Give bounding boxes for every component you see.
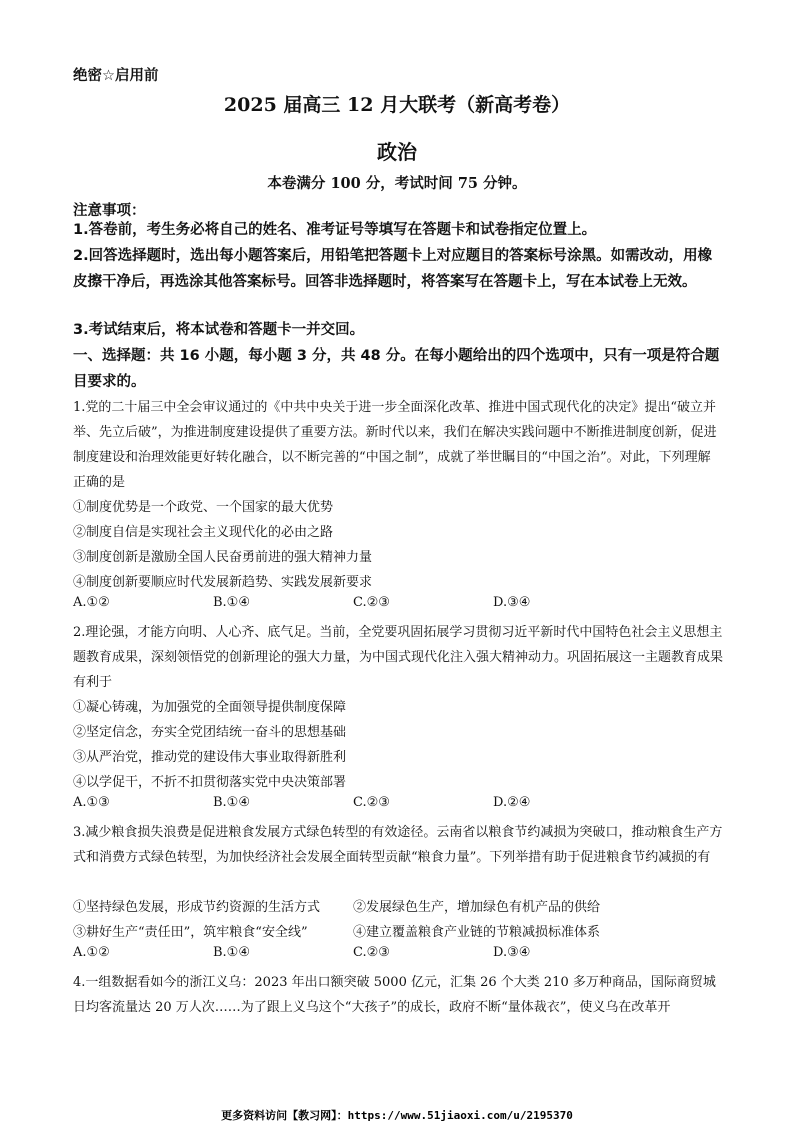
question-3-option: ②发展绿色生产，增加绿色有机产品的供给 bbox=[353, 900, 601, 915]
question-2-answers bbox=[73, 795, 723, 820]
question-3-option: ③耕好生产“责任田”，筑牢粮食“安全线” bbox=[73, 925, 308, 940]
notes-heading: 注意事项： bbox=[73, 203, 146, 219]
answer-b: B.①④ bbox=[213, 595, 250, 610]
question-2-option: ④以学促干，不折不扣贯彻落实党中央决策部署 bbox=[73, 775, 347, 790]
question-1-option: ①制度优势是一个政党、一个国家的最大优势 bbox=[73, 500, 334, 515]
question-4-stem: 4.一组数据看如今的浙江义乌：2023 年出口额突破 5000 亿元，汇集 26 个大类 210 多万种商品，国际商贸城日均客流量达 20 万人次……为了跟上义乌这个“大孩子”的成长，政府不断“量体裁衣”，使义乌在改革开 bbox=[73, 975, 716, 1015]
question-1-answers bbox=[73, 595, 723, 620]
answer-b: B.①④ bbox=[213, 945, 250, 960]
question-1-option: ③制度创新是激励全国人民奋勇前进的强大精神力量 bbox=[73, 550, 373, 565]
answer-c: C.②③ bbox=[353, 595, 390, 610]
answer-a: A.①② bbox=[73, 595, 110, 610]
secret-label: 绝密☆启用前 bbox=[73, 68, 159, 84]
question-3-option: ④建立覆盖粮食产业链的节粮减损标准体系 bbox=[353, 925, 601, 940]
section-heading: 一、选择题：共 16 小题，每小题 3 分，共 48 分。在每小题给出的四个选项中，只有一项是符合题目要求的。 bbox=[73, 348, 720, 390]
subject-title: 政治 bbox=[377, 140, 417, 164]
answer-c: C.②③ bbox=[353, 795, 390, 810]
note-2: 2.回答选择题时，选出每小题答案后，用铅笔把答题卡上对应题目的答案标号涂黑。如需改动，用橡皮擦干净后，再选涂其他答案标号。回答非选择题时，将答案写在答题卡上，写在本试卷上无效。 bbox=[73, 248, 713, 290]
question-1-option: ④制度创新要顺应时代发展新趋势、实践发展新要求 bbox=[73, 575, 373, 590]
question-2-option: ③从严治党，推动党的建设伟大事业取得新胜利 bbox=[73, 750, 347, 765]
question-3-answers bbox=[73, 945, 723, 970]
question-2-option: ①凝心铸魂，为加强党的全面领导提供制度保障 bbox=[73, 700, 347, 715]
exam-title: 2025 届高三 12 月大联考（新高考卷） bbox=[223, 94, 571, 116]
question-2-option: ②坚定信念，夯实全党团结统一奋斗的思想基础 bbox=[73, 725, 347, 740]
note-3: 3.考试结束后，将本试卷和答题卡一并交回。 bbox=[73, 322, 365, 338]
exam-info: 本卷满分 100 分，考试时间 75 分钟。 bbox=[267, 175, 527, 192]
question-1-option: ②制度自信是实现社会主义现代化的必由之路 bbox=[73, 525, 334, 540]
footer-link[interactable]: 更多资料访问【教习网】：https://www.51jiaoxi.com/u/2195370 bbox=[221, 1109, 573, 1122]
answer-d: D.③④ bbox=[493, 595, 531, 610]
question-1-stem: 1.党的二十届三中全会审议通过的《中共中央关于进一步全面深化改革、推进中国式现代化的决定》提出“破立并举、先立后破”，为推进制度建设提供了重要方法。新时代以来，我们在解决实践问题中不断推进制度创新，促进制度建设和治理效能更好转化融合，以不断完善的“中国之制”，成就了举世瞩目的“中国之治”。对此，下列理解正确的是 bbox=[73, 400, 717, 490]
answer-c: C.②③ bbox=[353, 945, 390, 960]
answer-d: D.②④ bbox=[493, 795, 531, 810]
note-1: 1.答卷前，考生务必将自己的姓名、准考证号等填写在答题卡和试卷指定位置上。 bbox=[73, 222, 597, 238]
answer-a: A.①③ bbox=[73, 795, 110, 810]
answer-a: A.①② bbox=[73, 945, 110, 960]
answer-b: B.①④ bbox=[213, 795, 250, 810]
question-3-option: ①坚持绿色发展，形成节约资源的生活方式 bbox=[73, 900, 321, 915]
question-2-stem: 2.理论强，才能方向明、人心齐、底气足。当前，全党要巩固拓展学习贯彻习近平新时代中国特色社会主义思想主题教育成果，深刻领悟党的创新理论的强大力量，为中国式现代化注入强大精神动力。巩固拓展这一主题教育成果有利于 bbox=[73, 625, 724, 690]
question-3-stem: 3.减少粮食损失浪费是促进粮食发展方式绿色转型的有效途径。云南省以粮食节约减损为突破口，推动粮食生产方式和消费方式绿色转型，为加快经济社会发展全面转型贡献“粮食力量”。下列举措有助于促进粮食节约减损的有 bbox=[73, 825, 723, 865]
answer-d: D.③④ bbox=[493, 945, 531, 960]
